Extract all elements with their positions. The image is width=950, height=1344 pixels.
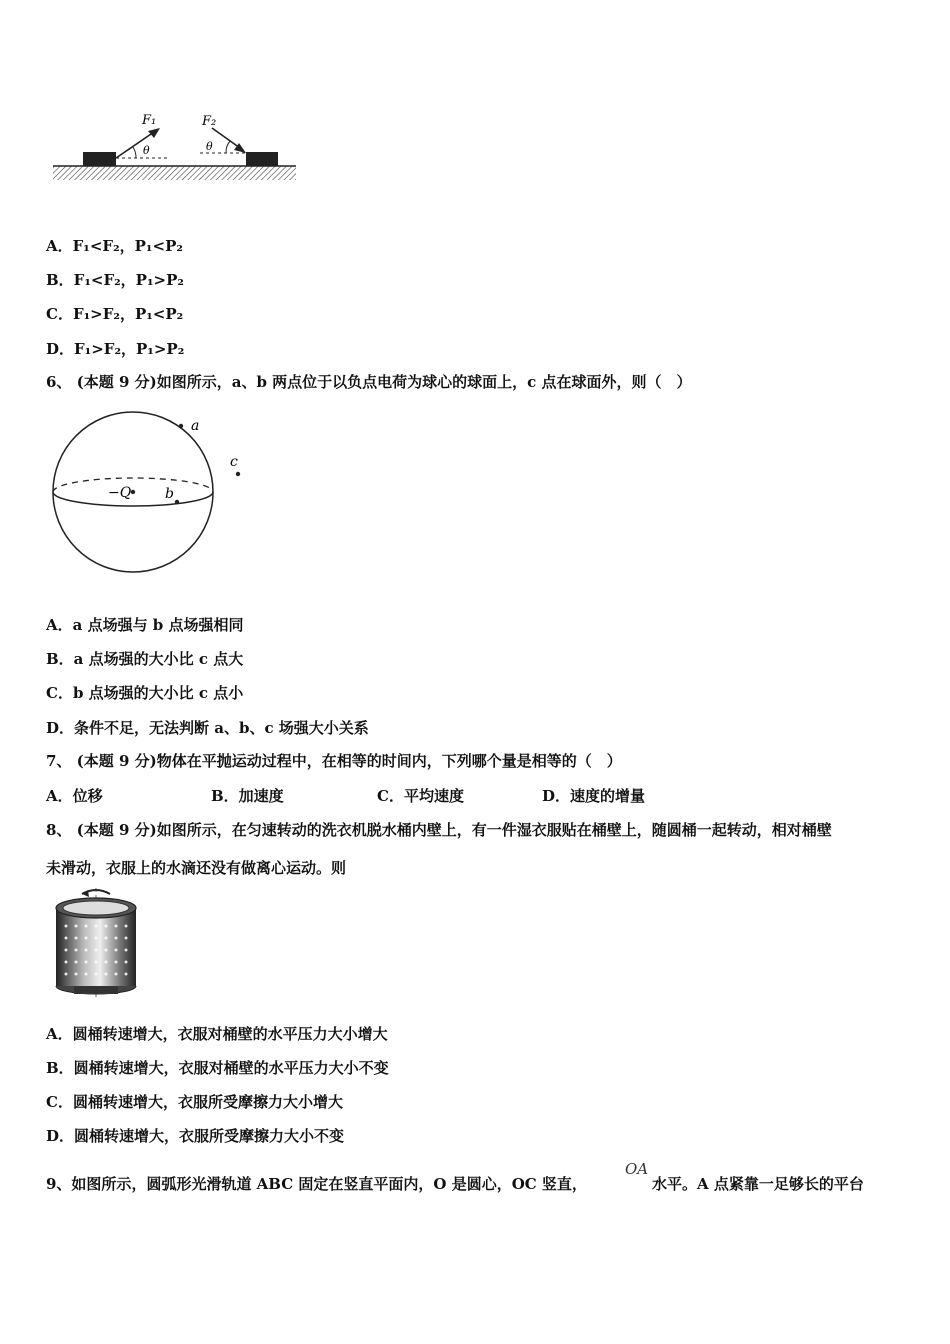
theta2-label: θ: [206, 140, 213, 153]
point-c: [236, 472, 240, 476]
q8-stem-line1: 8、 (本题 9 分)如图所示，在匀速转动的洗衣机脱水桶内壁上，有一件湿衣服贴在桶壁上，随圆桶一起转动，相对桶壁: [46, 821, 832, 839]
q7-options: [46, 786, 906, 806]
q8-option-b[interactable]: B．圆桶转速增大，衣服对桶壁的水平压力大小不变: [46, 1059, 389, 1077]
label-q: −Q: [108, 485, 132, 501]
q8-option-c[interactable]: C．圆桶转速增大，衣服所受摩擦力大小增大: [46, 1093, 343, 1111]
block-right: [246, 152, 278, 166]
q8-stem-line2: 未滑动，衣服上的水滴还没有做离心运动。则: [46, 859, 347, 877]
q5-option-b[interactable]: B．F₁<F₂，P₁>P₂: [46, 271, 184, 289]
label-a: a: [191, 418, 200, 434]
ground: [53, 166, 296, 180]
q6-option-b[interactable]: B．a 点场强的大小比 c 点大: [46, 650, 244, 668]
q6-option-a[interactable]: A．a 点场强与 b 点场强相同: [46, 616, 244, 634]
label-c: c: [230, 454, 238, 470]
q6-stem: 6、 (本题 9 分)如图所示，a、b 两点位于以负点电荷为球心的球面上，c 点在球面外，则（ ）: [46, 373, 692, 391]
q6-option-c[interactable]: C．b 点场强的大小比 c 点小: [46, 684, 244, 702]
theta1-label: θ: [143, 144, 150, 157]
q7-stem: 7、 (本题 9 分)物体在平抛运动过程中，在相等的时间内，下列哪个量是相等的（ ）: [46, 752, 622, 770]
q8-option-a[interactable]: A．圆桶转速增大，衣服对桶壁的水平压力大小增大: [46, 1025, 388, 1043]
washer-drum-diagram: [52, 886, 148, 1001]
block-left: [83, 152, 116, 166]
sphere-diagram: [48, 405, 258, 585]
q9-stem-part1: 9、如图所示，圆弧形光滑轨道 ABC 固定在竖直平面内，O 是圆心，OC 竖直，: [46, 1175, 587, 1193]
q7-option-d[interactable]: D．速度的增量: [542, 787, 646, 805]
q9-stem-part2: 水平。A 点紧靠一足够长的平台: [652, 1175, 864, 1193]
q7-option-b[interactable]: B．加速度: [211, 787, 284, 805]
point-q: [131, 490, 135, 494]
f2-label: F₂: [202, 114, 217, 129]
oa-symbol: OA: [625, 1160, 649, 1178]
point-a: [179, 424, 183, 428]
q7-option-a[interactable]: A．位移: [46, 787, 103, 805]
q5-option-a[interactable]: A．F₁<F₂，P₁<P₂: [46, 237, 183, 255]
q6-option-d[interactable]: D．条件不足，无法判断 a、b、c 场强大小关系: [46, 719, 369, 737]
point-b: [175, 500, 179, 504]
label-b: b: [165, 486, 174, 502]
f1-label: F₁: [142, 113, 157, 128]
force-diagram: [50, 108, 300, 188]
q8-option-d[interactable]: D．圆桶转速增大，衣服所受摩擦力大小不变: [46, 1127, 345, 1145]
q7-option-c[interactable]: C．平均速度: [377, 787, 464, 805]
q5-option-d[interactable]: D．F₁>F₂，P₁>P₂: [46, 340, 185, 358]
q5-option-c[interactable]: C．F₁>F₂，P₁<P₂: [46, 305, 184, 323]
